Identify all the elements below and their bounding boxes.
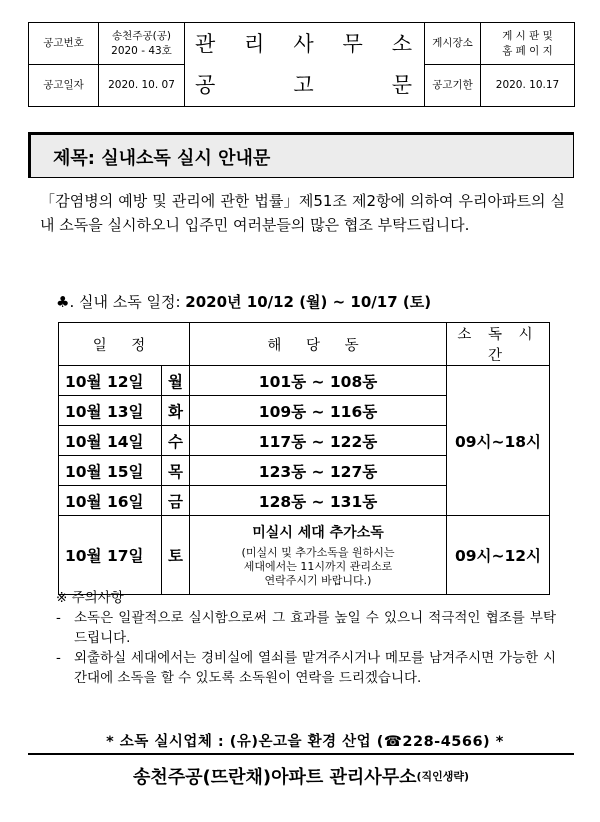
row-day: 토 [162,516,190,595]
cautions-heading: ※ 주의사항 [56,590,124,606]
caution-text: 외출하실 세대에서는 경비실에 열쇠를 맡겨주시거나 메모를 남겨주시면 가능한 시간대에 소독을 할 수 있도록 소독원이 연락을 드리겠습니다. [74,650,556,686]
extra-note-line: 세대에서는 11시까지 관리소로 [243,560,393,573]
list-item: - 소독은 일괄적으로 실시함으로써 그 효과를 높일 수 있으니 적극적인 협조를 부탁드립니다. [56,610,556,646]
row-day: 월 [162,366,190,396]
schedule-table [58,322,550,595]
office-title-char: 리 [244,31,265,56]
posting-location-label: 게시장소 [425,23,481,65]
office-title-char: 관 [195,31,216,56]
seal-omitted: (직인생략) [416,770,470,783]
office-title-char: 소 [391,31,412,56]
notice-word-char: 고 [293,73,314,98]
deadline-value: 2020. 10.17 [481,65,575,107]
list-item: - 외출하실 세대에서는 경비실에 열쇠를 맡겨주시거나 메모를 남겨주시면 가능한 시간대에 소독을 할 수 있도록 소독원이 연락을 드리겠습니다. [56,650,556,686]
row-day: 수 [162,426,190,456]
row-buildings: 128동 ~ 131동 [190,486,447,516]
title-box [28,132,574,178]
office-title-char: 사 [293,31,314,56]
row-day: 금 [162,486,190,516]
row-buildings [190,516,447,595]
cautions-section [56,588,556,688]
row-date: 10월 13일 [59,396,162,426]
notice-number-value: 송천주공(공) 2020 - 43호 [99,23,185,65]
column-header-buildings: 해 당 동 [190,323,447,366]
row-date: 10월 17일 [59,516,162,595]
table-row [59,366,550,396]
caution-text: 소독은 일괄적으로 실시함으로써 그 효과를 높일 수 있으니 적극적인 협조를 부탁드립니다. [74,610,556,646]
row-date: 10월 12일 [59,366,162,396]
deadline-label: 공고기한 [425,65,481,107]
intro-paragraph: 「감염병의 예방 및 관리에 관한 법률」제51조 제2항에 의하여 우리아파트의 실내 소독을 실시하오니 입주민 여러분들의 많은 협조 부탁드립니다. [40,192,565,234]
extra-disinfection-title: 미실시 세대 추가소독 [252,525,384,541]
extra-note-line: 연락주시기 바랍니다.) [264,574,372,587]
row-buildings: 123동 ~ 127동 [190,456,447,486]
schedule-period: 2020년 10/12 (월) ~ 10/17 (토) [185,293,432,311]
row-day: 화 [162,396,190,426]
notice-number-label: 공고번호 [29,23,99,65]
table-row [59,516,550,595]
row-date: 10월 14일 [59,426,162,456]
row-buildings: 109동 ~ 116동 [190,396,447,426]
row-buildings: 101동 ~ 108동 [190,366,447,396]
weekday-time: 09시~18시 [447,366,550,516]
extra-note-line: (미실시 및 추가소독을 원하시는 [241,546,395,559]
row-date: 10월 16일 [59,486,162,516]
schedule-heading-prefix: ♣. 실내 소독 일정: [56,293,186,311]
notice-date-value: 2020. 10. 07 [99,65,185,107]
row-buildings: 117동 ~ 122동 [190,426,447,456]
office-title-char: 무 [342,31,363,56]
contractor-info: * 소독 실시업체 : (유)온고을 환경 산업 (☎228-4566) * [106,734,504,750]
saturday-time: 09시~12시 [447,516,550,595]
notice-word-char: 공 [195,73,216,98]
row-day: 목 [162,456,190,486]
notice-word-char: 문 [391,73,412,98]
column-header-date: 일 정 [59,323,190,366]
notice-header-table [28,22,575,107]
footer-signature [28,756,574,796]
notice-word [185,65,425,107]
posting-location-value: 게 시 판 및 홈 페 이 지 [481,23,575,65]
notice-date-label: 공고일자 [29,65,99,107]
schedule-heading [56,291,431,312]
office-title [185,23,425,65]
row-date: 10월 15일 [59,456,162,486]
office-name: 송천주공(뜨란채)아파트 관리사무소 [132,767,417,788]
column-header-time: 소 독 시 간 [447,323,550,366]
notice-title: 제목: 실내소독 실시 안내문 [53,148,271,169]
footer-divider [28,753,574,755]
